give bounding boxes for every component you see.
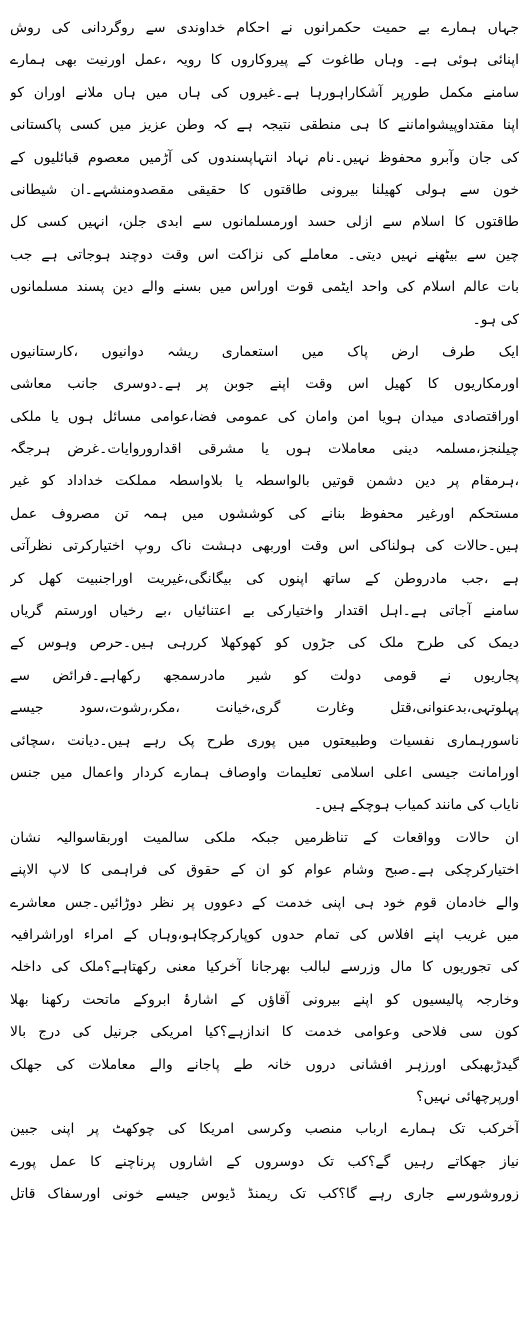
text-line: ،ہرمقام پر دین دشمن قوتیں بالواسطہ یا بلاواسطہ مملکت خداداد کو غیر [10, 473, 519, 490]
text-line: پجاریوں نے قومی دولت کو شیر مادرسمجھ رکھاہے۔فرائض سے [10, 667, 519, 684]
text-line: میں غریب اپنے افلاس کی تمام حدوں کوپارکرچکاہو،وہاں کے امراء اوراشرافیہ [10, 926, 519, 943]
paragraph [10, 1113, 519, 1210]
text-line: نیاز جھکاتے رہیں گے؟کب تک دوسروں کے اشاروں پرناچنے کا عمل پورے [10, 1153, 519, 1170]
text-line: چین سے بیٹھنے نہیں دیتی۔ معاملے کی نزاکت اس وقت دوچند ہوجاتی ہے جب [10, 246, 519, 263]
text-line: اوراقتصادی میدان ہویا امن وامان کی عمومی فضا،عوامی مسائل ہوں یا ملکی [10, 408, 519, 425]
text-line: چیلنجز،مسلمہ دینی معاملات ہوں یا مشرقی اقداروروایات۔غرض ہرجگہ [10, 441, 519, 458]
text-line: ناسورہماری نفسیات وطبیعتوں میں پوری طرح پک رہے ہیں۔دیانت ،سچائی [10, 732, 519, 749]
text-line: پہلوتہی،بدعنوانی،قتل وغارت گری،خیانت ،مکر،رشوت،سود جیسے [10, 700, 519, 717]
text-line: والے خادمان قوم خود ہی اپنی خدمت کے دعووں پر نظر دوڑائیں۔جس معاشرے [10, 894, 519, 911]
text-line: کی جان وآبرو محفوظ نہیں۔نام نہاد انتہاپسندوں کی آڑمیں معصوم قبائلیوں کے [10, 149, 519, 166]
text-line: خون سے ہولی کھیلنا بیرونی طاقتوں کا حقیقی مقصدومنشہے۔ان شیطانی [10, 181, 519, 198]
urdu-article [10, 12, 519, 1210]
text-line: مستحکم اورغیر محفوظ بنانے کی کوششوں میں ہمہ تن مصروف عمل [10, 505, 519, 522]
text-line: جہاں ہمارے بے حمیت حکمرانوں نے احکام خداوندی سے روگردانی کی روش [10, 20, 519, 36]
text-line: اورامانت جیسی اعلی اسلامی تعلیمات واوصاف ہمارے کردار واعمال میں جنس [10, 764, 519, 781]
text-line: طاقتوں کا اسلام سے ازلی حسد اورمسلمانوں سے ابدی جلن، انہیں کسی کل [10, 214, 519, 231]
text-line: ہیں۔حالات کی ہولناکی اس وقت اوربھی دہشت ناک روپ اختیارکرتی نظرآتی [10, 538, 519, 555]
paragraph [10, 336, 519, 822]
text-line: نایاب کی مانند کمیاب ہوچکے ہیں۔ [313, 797, 519, 814]
text-line: اختیارکرچکی ہے۔صبح وشام عوام کو ان کے حقوق کی فراہمی کا لاپ الاپنے [10, 862, 519, 879]
text-line: آخرکب تک ہمارے ارباب منصب وکرسی امریکا کی چوکھٹ پر اپنی جبین [10, 1121, 519, 1138]
text-line: ہے ،جب مادروطن کے ساتھ اپنوں کی بیگانگی،غیریت اوراجنبیت کھل کر [10, 570, 519, 587]
text-line: اپنا مقتداوپیشواماننے کا ہی منطقی نتیجہ ہے کہ وطن عزیز میں کسی پاکستانی [10, 117, 519, 134]
text-line: دیمک کی طرح ملک کی جڑوں کو کھوکھلا کررہی ہیں۔حرص وہوس کے [10, 635, 519, 652]
text-line: وخارجہ پالیسیوں کو اپنے بیرونی آقاؤں کے اشارۂ ابروکے ماتحت رکھنا بھلا [10, 991, 519, 1008]
text-line: زوروشورسے جاری رہے گا؟کب تک ریمنڈ ڈیوس جیسے خونی اورسفاک قاتل [10, 1186, 519, 1203]
text-line: کی تجوریوں کا مال وزرسے لبالب بھرجانا آخرکیا معنی رکھتاہے؟ملک کی داخلہ [10, 959, 519, 976]
text-line: اپنائی ہوئی ہے۔ وہاں طاغوت کے پیروکاروں کا رویہ ،عمل اورنیت بھی ہمارے [10, 52, 519, 69]
paragraph [10, 822, 519, 1114]
text-line: سامنے مکمل طورپر آشکاراہورہا ہے۔غیروں کی ہاں میں ہاں ملانے اوران کو [10, 84, 519, 101]
text-line: کی ہو۔ [472, 311, 519, 328]
text-line: ایک طرف ارض پاک میں استعماری ریشہ دوانیوں ،کارستانیوں [10, 343, 519, 360]
text-line: اورپرچھائی نہیں؟ [416, 1088, 519, 1105]
paragraph [10, 12, 519, 336]
text-line: ان حالات وواقعات کے تناظرمیں جبکہ ملکی سالمیت اوربقاسوالیہ نشان [10, 829, 519, 846]
text-line: سامنے آجاتی ہے۔اہل اقتدار واختیارکی بے اعتنائیاں ،بے رخیاں اورستم گریاں [10, 603, 519, 620]
text-line: بات عالم اسلام کی واحد ایٹمی قوت اوراس میں بسنے والے دین پسند مسلمانوں [10, 279, 519, 296]
text-line: گیدڑبھبکی اورزہر افشانی دروں خانہ طے پاجانے والے معاملات کی جھلک [10, 1056, 519, 1073]
text-line: کون سی فلاحی وعوامی خدمت کا اندازہے؟کیا امریکی جرنیل کی درج بالا [10, 1024, 519, 1041]
text-line: اورمکاریوں کا کھیل اس وقت اپنے جوبن پر ہے۔دوسری جانب معاشی [10, 376, 519, 393]
